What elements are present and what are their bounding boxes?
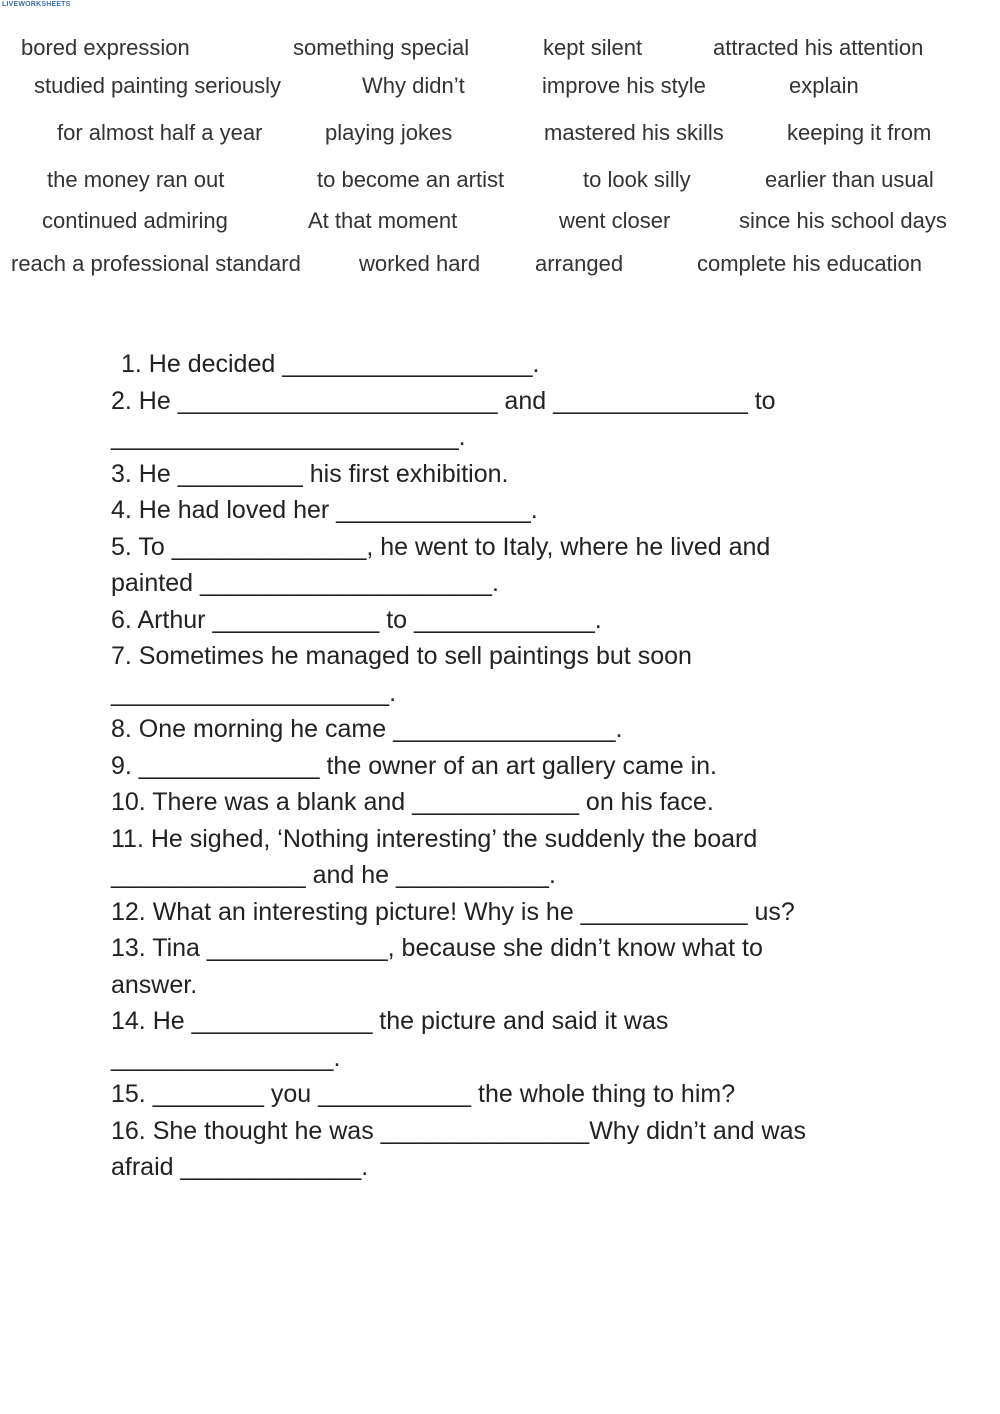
word-bank-item[interactable]: something special bbox=[293, 35, 470, 60]
word-bank-item[interactable]: complete his education bbox=[697, 251, 923, 276]
question-line: 8. One morning he came ________________. bbox=[111, 715, 623, 743]
word-bank-item[interactable]: for almost half a year bbox=[57, 120, 263, 145]
question-line: 15. ________ you ___________ the whole thing to him? bbox=[111, 1080, 736, 1108]
question-line: painted _____________________. bbox=[111, 569, 499, 597]
word-bank-item[interactable]: At that moment bbox=[308, 208, 458, 233]
question-line: 4. He had loved her ______________. bbox=[111, 496, 538, 524]
word-bank-item[interactable]: to look silly bbox=[583, 167, 691, 192]
word-bank-item[interactable]: studied painting seriously bbox=[34, 73, 282, 98]
question-line: afraid _____________. bbox=[111, 1153, 369, 1181]
question-line: 14. He _____________ the picture and said it was bbox=[111, 1007, 669, 1035]
word-bank-item[interactable]: the money ran out bbox=[47, 167, 225, 192]
question-line: 7. Sometimes he managed to sell paintings but soon bbox=[111, 642, 692, 670]
question-line: 2. He _______________________ and ______________ to bbox=[111, 386, 776, 415]
question-line: 12. What an interesting picture! Why is he ____________ us? bbox=[111, 897, 795, 926]
site-logo: LIVEWORKSHEETS bbox=[2, 1, 71, 8]
word-bank-item[interactable]: to become an artist bbox=[317, 167, 505, 192]
question-list bbox=[111, 346, 971, 1186]
word-bank-item[interactable]: playing jokes bbox=[325, 120, 453, 145]
question-line: 10. There was a blank and ____________ on his face. bbox=[111, 788, 714, 816]
word-bank-item[interactable]: worked hard bbox=[359, 251, 481, 276]
question-line: _________________________. bbox=[111, 423, 466, 451]
word-bank-item[interactable]: since his school days bbox=[739, 208, 947, 233]
word-bank-item[interactable]: went closer bbox=[559, 208, 671, 233]
word-bank-item[interactable]: arranged bbox=[535, 251, 624, 276]
question-line: 1. He decided __________________. bbox=[121, 350, 540, 378]
question-line: 13. Tina _____________, because she didn’t know what to bbox=[111, 934, 763, 962]
word-bank-item[interactable]: mastered his skills bbox=[544, 120, 724, 145]
word-bank-item[interactable]: Why didn’t bbox=[362, 73, 465, 98]
question-line: ______________ and he ___________. bbox=[111, 861, 556, 889]
word-bank-item[interactable]: earlier than usual bbox=[765, 167, 934, 192]
word-bank-item[interactable]: continued admiring bbox=[42, 208, 228, 233]
word-bank bbox=[0, 0, 1000, 290]
word-bank-item[interactable]: kept silent bbox=[543, 35, 643, 60]
question-line: 6. Arthur ____________ to _____________. bbox=[111, 605, 602, 634]
question-line: ____________________. bbox=[111, 678, 397, 707]
word-bank-item[interactable]: bored expression bbox=[21, 35, 190, 60]
question-line: 5. To ______________, he went to Italy, where he lived and bbox=[111, 532, 771, 561]
question-line: 3. He _________ his first exhibition. bbox=[111, 459, 509, 488]
question-line: 9. _____________ the owner of an art gallery came in. bbox=[111, 751, 717, 780]
word-bank-item[interactable]: reach a professional standard bbox=[11, 251, 301, 276]
question-line: ________________. bbox=[111, 1043, 341, 1072]
question-line: 16. She thought he was _______________Why didn’t and was bbox=[111, 1116, 806, 1145]
word-bank-item[interactable]: keeping it from bbox=[787, 120, 932, 145]
word-bank-item[interactable]: attracted his attention bbox=[713, 35, 924, 60]
question-line: answer. bbox=[111, 970, 198, 999]
word-bank-item[interactable]: improve his style bbox=[542, 73, 706, 98]
word-bank-item[interactable]: explain bbox=[789, 73, 859, 98]
question-line: 11. He sighed, ‘Nothing interesting’ the suddenly the board bbox=[111, 824, 758, 853]
